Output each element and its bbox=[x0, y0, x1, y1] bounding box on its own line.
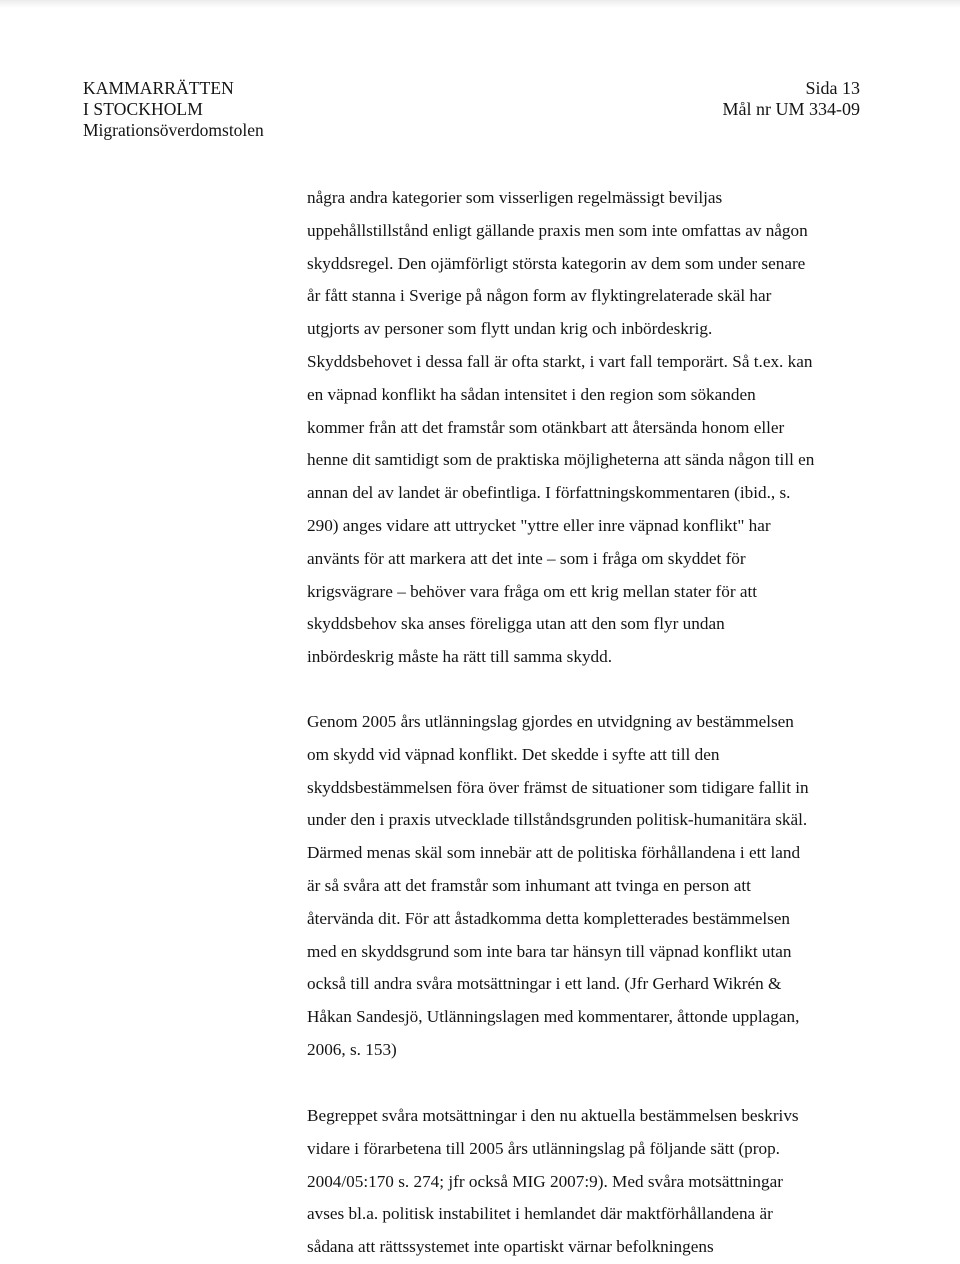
text-line: annan del av landet är obefintliga. I författningskommentaren (ibid., s. bbox=[307, 483, 791, 503]
text-line: Håkan Sandesjö, Utlänningslagen med kommentarer, åttonde upplagan, bbox=[307, 1007, 800, 1027]
text-line: inbördeskrig måste ha rätt till samma skydd. bbox=[307, 647, 613, 667]
text-line: uppehållstillstånd enligt gällande praxis men som inte omfattas av någon bbox=[307, 220, 808, 240]
text-line: med en skyddsgrund som inte bara tar hänsyn till väpnad konflikt utan bbox=[307, 941, 792, 961]
text-line: skyddsbehov ska anses föreligga utan att den som flyr undan bbox=[307, 614, 725, 634]
text-line: 2004/05:170 s. 274; jfr också MIG 2007:9). Med svåra motsättningar bbox=[307, 1171, 783, 1191]
text-line: sådana att rättssystemet inte opartiskt värnar befolkningens bbox=[307, 1237, 714, 1257]
text-line: kommer från att det framstår som otänkbart att återsända honom eller bbox=[307, 417, 785, 437]
text-line: återvända dit. För att åstadkomma detta kompletterades bestämmelsen bbox=[307, 908, 791, 928]
text-line: skyddsbestämmelsen föra över främst de situationer som tidigare fallit in bbox=[307, 777, 809, 797]
court-name-line2: I STOCKHOLM bbox=[83, 99, 203, 119]
text-line: om skydd vid väpnad konflikt. Det skedde i syfte att till den bbox=[307, 744, 720, 764]
text-line: henne dit samtidigt som de praktiska möjligheterna att sända någon till en bbox=[307, 450, 815, 470]
text-line: är så svåra att det framstår som inhumant att tvinga en person att bbox=[307, 875, 751, 895]
text-line: 290) anges vidare att uttrycket "yttre eller inre väpnad konflikt" har bbox=[307, 515, 771, 535]
paragraph-1 bbox=[307, 182, 877, 674]
text-line: en väpnad konflikt ha sådan intensitet i den region som sökanden bbox=[307, 384, 756, 404]
paragraph-3 bbox=[307, 1100, 877, 1264]
text-line: använts för att markera att det inte – som i fråga om skyddet för bbox=[307, 548, 746, 568]
court-name-line1: KAMMARRÄTTEN bbox=[83, 78, 234, 98]
text-line: avses bl.a. politisk instabilitet i hemlandet där maktförhållandena är bbox=[307, 1204, 773, 1224]
text-line: under den i praxis utvecklade tillståndsgrunden politisk-humanitära skäl. bbox=[307, 810, 808, 830]
scan-edge bbox=[0, 0, 960, 8]
text-line: år fått stanna i Sverige på någon form av flyktingrelaterade skäl har bbox=[307, 286, 772, 306]
case-header bbox=[723, 78, 861, 120]
court-header bbox=[83, 78, 264, 141]
text-line: krigsvägrare – behöver vara fråga om ett krig mellan stater för att bbox=[307, 581, 758, 601]
page-number: Sida 13 bbox=[805, 78, 860, 98]
text-line: Genom 2005 års utlänningslag gjordes en utvidgning av bestämmelsen bbox=[307, 712, 794, 731]
text-line: vidare i förarbetena till 2005 års utlänningslag på följande sätt (prop. bbox=[307, 1138, 780, 1158]
text-line: skyddsregel. Den ojämförligt största kategorin av dem som under senare bbox=[307, 253, 806, 273]
paragraph-2 bbox=[307, 706, 877, 1067]
court-division: Migrationsöverdomstolen bbox=[83, 120, 264, 140]
text-line: utgjorts av personer som flytt undan krig och inbördeskrig. bbox=[307, 319, 713, 339]
text-line: också till andra svåra motsättningar i ett land. (Jfr Gerhard Wikrén & bbox=[307, 974, 782, 994]
text-line: några andra kategorier som visserligen regelmässigt beviljas bbox=[307, 188, 723, 207]
text-line: 2006, s. 153) bbox=[307, 1039, 397, 1059]
case-number: Mål nr UM 334-09 bbox=[722, 99, 860, 119]
text-line: Begreppet svåra motsättningar i den nu aktuella bestämmelsen beskrivs bbox=[307, 1106, 799, 1125]
text-line: Skyddsbehovet i dessa fall är ofta starkt, i vart fall temporärt. Så t.ex. kan bbox=[307, 351, 813, 371]
text-line: Därmed menas skäl som innebär att de politiska förhållandena i ett land bbox=[307, 843, 801, 863]
